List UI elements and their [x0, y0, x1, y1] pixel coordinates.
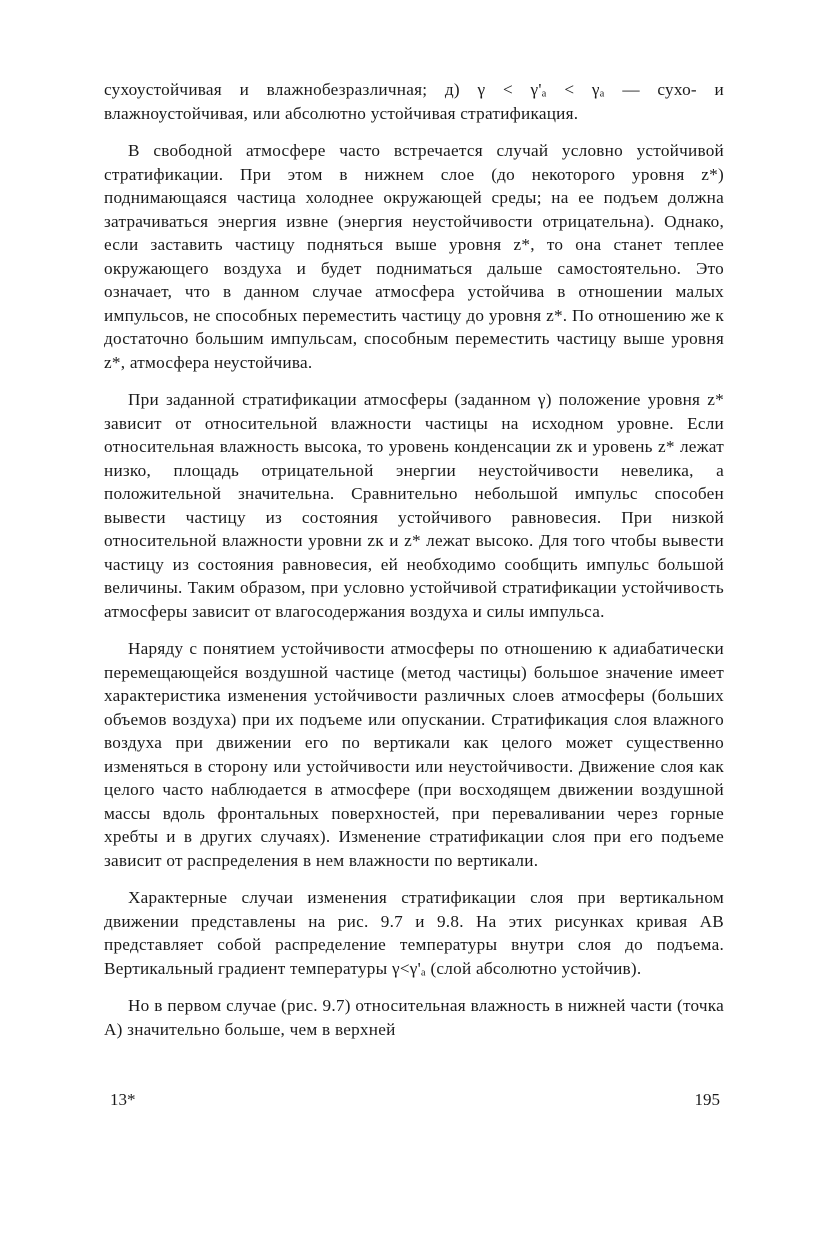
page-footer [110, 1090, 720, 1110]
paragraph-6: Но в первом случае (рис. 9.7) относительная влажность в нижней части (точка A) значительно больше, чем в верхней [104, 996, 724, 1039]
paragraph-3: При заданной стратификации атмосферы (заданном γ) положение уровня z* зависит от относительной влажности частицы на исходном уровне. Если относительная влажность высока, то уровень конденсации zк и уровень z* лежат низко, площадь отрицательной энергии неустойчивости невелика, а положительной значительна. Сравнительно небольшой импульс способен вывести частицу из состояния устойчивого равновесия. При низкой относительной влажности уровни zк и z* лежат высоко. Для того чтобы вывести частицу из состояния равновесия, ей необходимо сообщить импульс большой величины. Таким образом, при условно устойчивой стратификации устойчивость атмосферы зависит от влагосодержания воздуха и силы импульса. [104, 390, 724, 621]
page-number: 195 [694, 1090, 720, 1109]
paragraph-1: сухоустойчивая и влажнобезразличная; д) γ < γ'ₐ < γₐ — сухо- и влажноустойчивая, или абсолютно устойчивая стратификация. [104, 80, 724, 123]
paragraph-5: Характерные случаи изменения стратификации слоя при вертикальном движении представлены на рис. 9.7 и 9.8. На этих рисунках кривая AB представляет собой распределение температуры внутри слоя до подъема. Вертикальный градиент температуры γ<γ'ₐ (слой абсолютно устойчив). [104, 888, 724, 978]
signature-mark: 13* [110, 1090, 136, 1109]
paragraph-2: В свободной атмосфере часто встречается случай условно устойчивой стратификации. При этом в нижнем слое (до некоторого уровня z*) поднимающаяся частица холоднее окружающей среды; на ее подъем должна затрачиваться энергия извне (энергия неустойчивости отрицательна). Однако, если заставить частицу подняться выше уровня z*, то она станет теплее окружающего воздуха и будет подниматься дальше самостоятельно. Это означает, что в данном случае атмосфера устойчива в отношении малых импульсов, не способных переместить частицу до уровня z*. По отношению же к достаточно большим импульсам, способным переместить частицу выше уровня z*, атмосфера неустойчива. [104, 141, 724, 372]
paragraph-4: Наряду с понятием устойчивости атмосферы по отношению к адиабатически перемещающейся воздушной частице (метод частицы) большое значение имеет характеристика изменения устойчивости различных слоев атмосферы (больших объемов воздуха) при их подъеме или опускании. Стратификация слоя влажного воздуха при движении его по вертикали как целого может существенно изменяться в сторону или устойчивости или неустойчивости. Движение слоя как целого часто наблюдается в атмосфере (при восходящем движении воздушной массы вдоль фронтальных поверхностей, при переваливании через горные хребты и в других случаях). Изменение стратификации слоя при его подъеме зависит от распределения в нем влажности по вертикали. [104, 639, 724, 870]
page-body [104, 78, 724, 1055]
